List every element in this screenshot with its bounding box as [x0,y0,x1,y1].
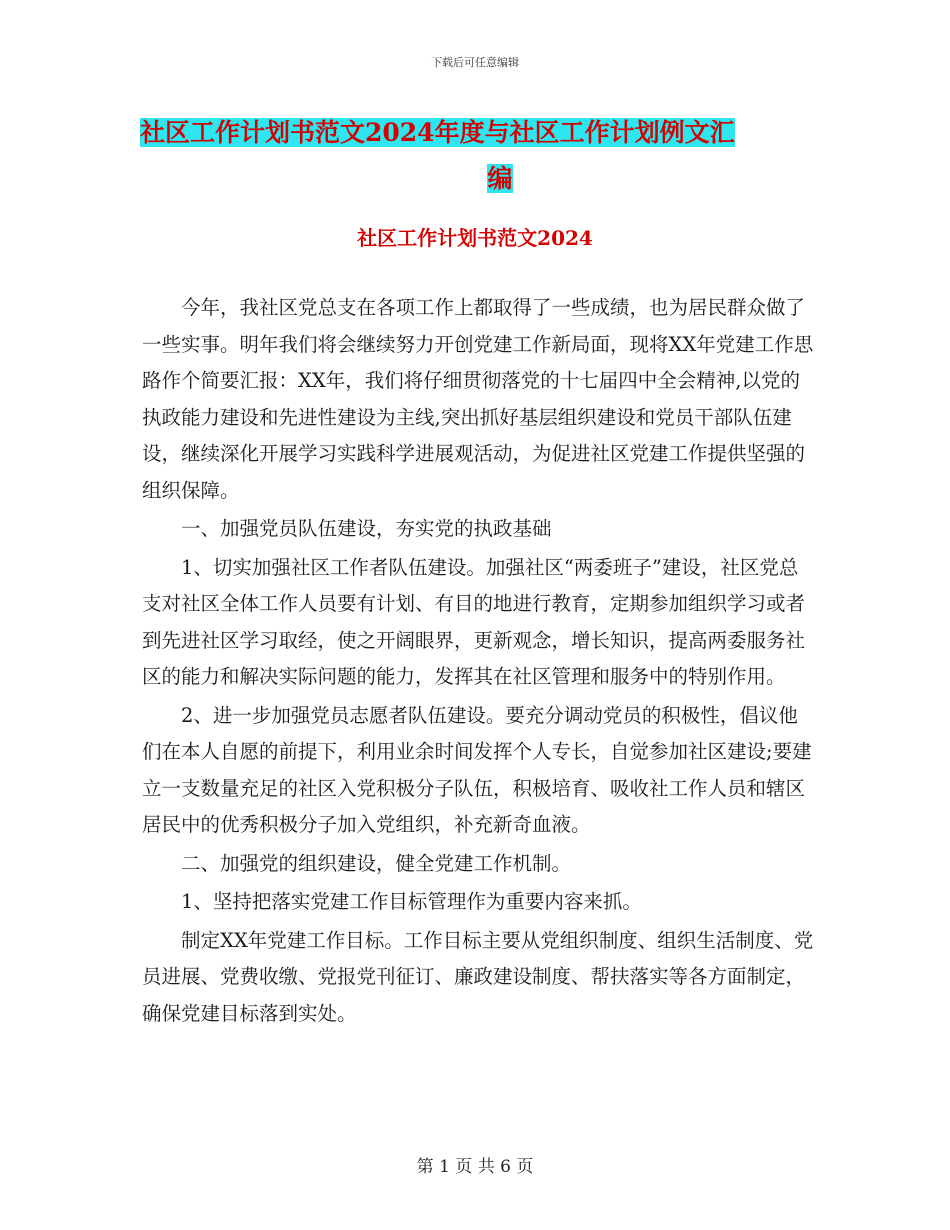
body-text [142,290,814,1032]
paragraph: 1、切实加强社区工作者队伍建设。加强社区“两委班子”建设，社区党总支对社区全体工作人员要有计划、有目的地进行教育，定期参加组织学习或者到先进社区学习取经，使之开阔眼界，更新观念，增长知识，提高两委服务社区的能力和解决实际问题的能力，发挥其在社区管理和服务中的特别作用。 [142,555,806,688]
paragraph: 1、坚持把落实党建工作目标管理作为重要内容来抓。 [181,890,642,913]
title-line-2: 编 [487,164,513,193]
paragraph: 制定XX年党建工作目标。工作目标主要从党组织制度、组织生活制度、党员进展、党费收缴、党报党刊征订、廉政建设制度、帮扶落实等各方面制定，确保党建目标落到实处。 [142,928,814,1025]
section-title: 社区工作计划书范文2024 [357,226,593,250]
paragraph: 二、加强党的组织建设，健全党建工作机制。 [181,851,572,875]
page-number: 第 1 页 共 6 页 [416,1157,534,1177]
paragraph: 今年，我社区党总支在各项工作上都取得了一些成绩，也为居民群众做了一些实事。明年我们将会继续努力开创党建工作新局面，现将XX年党建工作思路作个简要汇报：XX年，我们将仔细贯彻落党的十七届四中全会精神,以党的执政能力建设和先进性建设为主线,突出抓好基层组织建设和党员干部队伍建设，继续深化开展学习实践科学进展观活动，为促进社区党建工作提供坚强的组织保障。 [142,296,814,502]
title-line-1: 社区工作计划书范文2024年度与社区工作计划例文汇 [140,118,735,147]
paragraph: 一、加强党员队伍建设，夯实党的执政基础 [181,517,552,540]
document-title [140,110,860,202]
paragraph: 2、进一步加强党员志愿者队伍建设。要充分调动党员的积极性，倡议他们在本人自愿的前提下，利用业余时间发挥个人专长，自觉参加社区建设;要建立一支数量充足的社区入党积极分子队伍，积极培育、吸收社工作人员和辖区居民中的优秀积极分子加入党组织，补充新奇血液。 [142,703,812,836]
header-note: 下载后可任意编辑 [431,56,519,69]
